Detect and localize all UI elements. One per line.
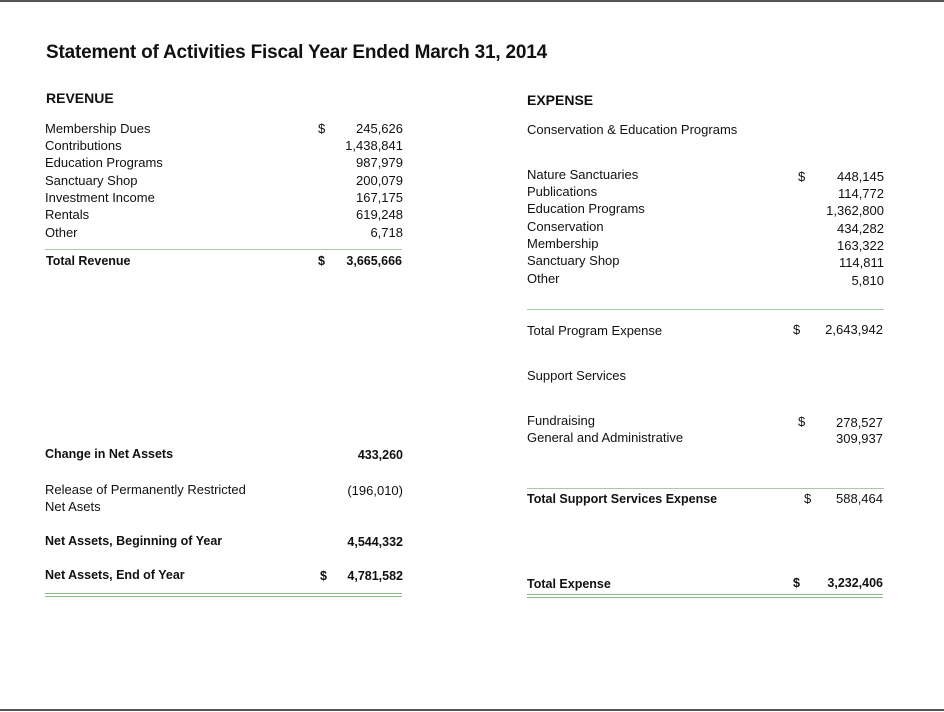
support-label-fundraising: Fundraising <box>527 413 595 428</box>
program-expense-label: Nature Sanctuaries <box>527 167 639 182</box>
program-expense-value: 1,362,800 <box>826 203 884 218</box>
program-expense-row <box>527 167 884 182</box>
program-expense-value: 448,145 <box>837 169 884 184</box>
program-expense-row <box>527 219 884 234</box>
net-assets-end-label: Net Assets, End of Year <box>45 568 185 582</box>
revenue-label: Education Programs <box>45 155 163 170</box>
revenue-currency-symbol: $ <box>318 121 326 136</box>
revenue-row <box>45 173 403 188</box>
program-expense-label: Education Programs <box>527 201 645 216</box>
total-expense-label: Total Expense <box>527 577 611 591</box>
revenue-value: 619,248 <box>356 207 403 222</box>
release-label-line2: Net Asets <box>45 499 101 514</box>
total-support-expense-label: Total Support Services Expense <box>527 492 718 506</box>
program-expense-value: 5,810 <box>851 273 884 288</box>
revenue-label: Membership Dues <box>45 121 151 136</box>
release-value: (196,010) <box>347 483 403 498</box>
total-support-expense-value: 588,464 <box>836 491 883 506</box>
program-expense-label: Membership <box>527 236 599 251</box>
revenue-label: Sanctuary Shop <box>45 173 138 188</box>
revenue-row <box>45 207 403 222</box>
program-expense-value: 114,811 <box>838 255 884 270</box>
program-expense-row <box>527 184 884 199</box>
page-title: Statement of Activities Fiscal Year Ended March 31, 2014 <box>46 42 547 63</box>
program-total-rule <box>527 309 884 310</box>
release-label-line1: Release of Permanently Restricted <box>45 482 246 497</box>
total-program-expense-label: Total Program Expense <box>527 323 663 338</box>
change-net-assets-label: Change in Net Assets <box>45 447 174 461</box>
net-assets-double-rule-top <box>45 593 402 594</box>
revenue-value: 245,626 <box>356 121 403 136</box>
program-expense-items <box>527 167 884 292</box>
revenue-value: 167,175 <box>356 190 403 205</box>
revenue-row <box>45 121 403 136</box>
program-expense-label: Conservation <box>527 219 604 234</box>
revenue-value: 6,718 <box>370 225 403 240</box>
program-expense-row <box>527 253 884 268</box>
support-services-heading: Support Services <box>527 368 626 383</box>
program-expense-row <box>527 271 884 286</box>
program-expense-label: Sanctuary Shop <box>527 253 620 268</box>
revenue-row <box>45 225 403 240</box>
revenue-label: Investment Income <box>45 190 155 205</box>
support-total-rule <box>527 488 884 489</box>
support-label-general-admin: General and Administrative <box>527 430 684 445</box>
program-expense-value: 114,772 <box>837 186 884 201</box>
revenue-label: Other <box>45 225 78 240</box>
program-expense-row <box>527 236 884 251</box>
total-program-currency: $ <box>793 322 801 337</box>
total-expense-currency: $ <box>793 576 800 590</box>
change-net-assets-value: 433,260 <box>357 448 403 462</box>
revenue-row <box>45 155 403 170</box>
total-expense-double-rule-bottom <box>527 597 883 598</box>
net-assets-end-value: 4,781,582 <box>347 569 403 583</box>
net-assets-double-rule-bottom <box>45 596 402 597</box>
total-support-currency: $ <box>804 491 812 506</box>
revenue-row <box>45 138 403 153</box>
program-expense-row <box>527 201 884 216</box>
revenue-value: 1,438,841 <box>345 138 403 153</box>
net-assets-end-currency: $ <box>320 569 327 583</box>
revenue-row <box>45 190 403 205</box>
program-expense-value: 163,322 <box>837 238 884 253</box>
total-expense-value: 3,232,406 <box>827 576 883 590</box>
total-expense-double-rule-top <box>527 594 883 595</box>
revenue-heading: REVENUE <box>46 90 114 106</box>
total-revenue-label: Total Revenue <box>46 254 131 268</box>
program-expense-label: Other <box>527 271 560 286</box>
net-assets-beginning-value: 4,544,332 <box>347 535 403 549</box>
program-currency-symbol: $ <box>798 169 806 184</box>
revenue-total-rule <box>45 249 402 250</box>
total-program-expense-value: 2,643,942 <box>825 322 883 337</box>
program-expense-value: 434,282 <box>837 221 884 236</box>
total-revenue-currency: $ <box>318 254 325 268</box>
net-assets-beginning-label: Net Assets, Beginning of Year <box>45 534 223 548</box>
bottom-border <box>0 709 944 711</box>
revenue-value: 200,079 <box>356 173 403 188</box>
program-expense-label: Publications <box>527 184 598 199</box>
support-currency-symbol: $ <box>798 414 806 429</box>
expense-heading: EXPENSE <box>527 92 594 108</box>
revenue-items <box>45 121 403 246</box>
support-value-fundraising: 278,527 <box>836 415 883 430</box>
total-revenue-value: 3,665,666 <box>346 254 402 268</box>
revenue-label: Rentals <box>45 207 90 222</box>
revenue-value: 987,979 <box>356 155 403 170</box>
support-value-general-admin: 309,937 <box>836 431 883 446</box>
top-border <box>0 0 944 2</box>
revenue-label: Contributions <box>45 138 122 153</box>
conservation-programs-heading: Conservation & Education Programs <box>527 122 738 137</box>
